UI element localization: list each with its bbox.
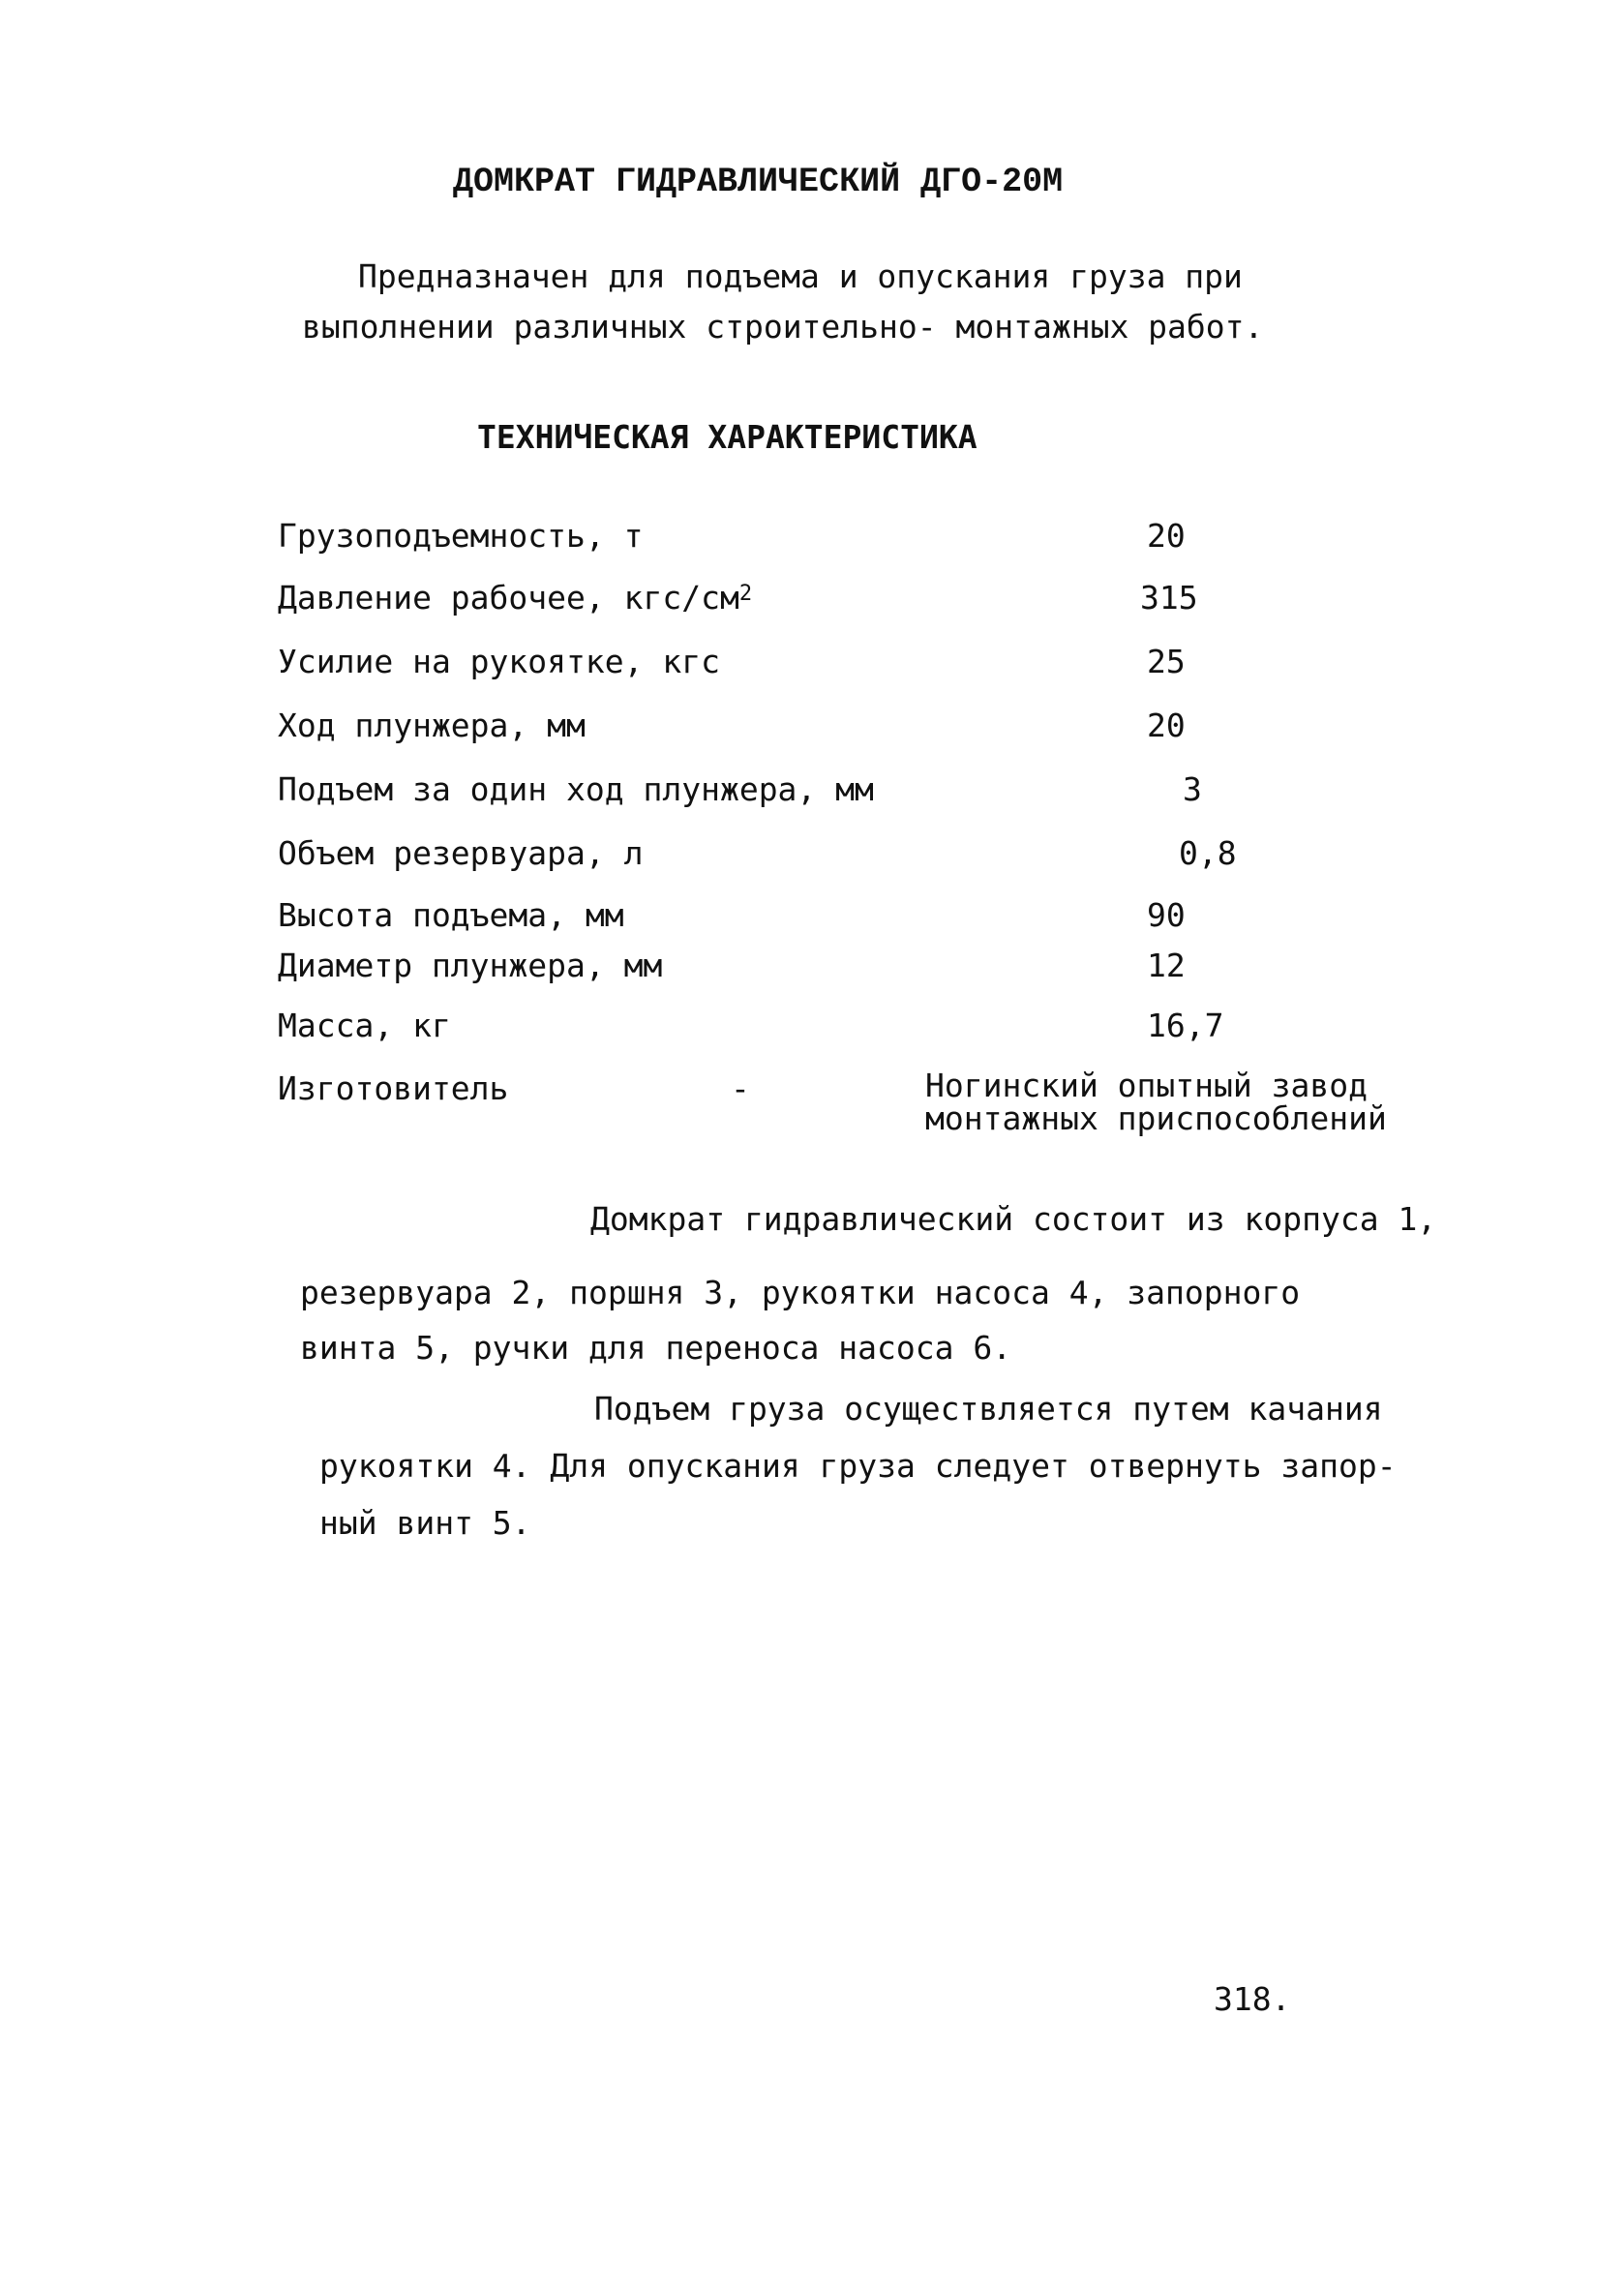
spec-value-handle-force: 25 bbox=[1147, 643, 1186, 680]
spec-label-plunger-diameter: Диаметр плунжера, мм bbox=[278, 947, 663, 984]
manufacturer-value-line-1: Ногинский опытный завод bbox=[925, 1067, 1368, 1104]
intro-line-1: Предназначен для подъема и опускания груза при bbox=[358, 257, 1243, 295]
spec-value-plunger-diameter: 12 bbox=[1147, 947, 1186, 984]
spec-heading: ТЕХНИЧЕСКАЯ ХАРАКТЕРИСТИКА bbox=[477, 418, 977, 456]
description-line-4: Подъем груза осуществляется путем качания bbox=[594, 1390, 1383, 1428]
spec-value-reservoir-volume: 0,8 bbox=[1179, 834, 1237, 872]
spec-label-load-capacity: Грузоподъемность, т bbox=[278, 517, 644, 555]
description-line-2: резервуара 2, поршня 3, рукоятки насоса 4, запорного bbox=[300, 1274, 1301, 1311]
spec-value-mass: 16,7 bbox=[1147, 1007, 1224, 1044]
document-title: ДОМКРАТ ГИДРАВЛИЧЕСКИЙ ДГО-20М bbox=[453, 163, 1064, 201]
manufacturer-label: Изготовитель bbox=[278, 1069, 509, 1107]
page-number: 318. bbox=[1214, 1980, 1291, 2018]
spec-label-handle-force: Усилие на рукоятке, кгс bbox=[278, 643, 720, 680]
spec-value-plunger-stroke: 20 bbox=[1147, 707, 1186, 744]
manufacturer-value-line-2: монтажных приспособлений bbox=[925, 1099, 1387, 1137]
description-line-3: винта 5, ручки для переноса насоса 6. bbox=[300, 1329, 1012, 1367]
spec-label-lift-per-stroke: Подъем за один ход плунжера, мм bbox=[278, 770, 874, 808]
spec-value-working-pressure: 315 bbox=[1140, 579, 1198, 617]
spec-value-lift-per-stroke: 3 bbox=[1183, 770, 1202, 808]
manufacturer-dash: - bbox=[731, 1069, 750, 1107]
spec-label-mass: Масса, кг bbox=[278, 1007, 451, 1044]
spec-label-plunger-stroke: Ход плунжера, мм bbox=[278, 707, 586, 744]
spec-value-load-capacity: 20 bbox=[1147, 517, 1186, 555]
manufacturer-value bbox=[925, 1069, 1387, 1135]
spec-label-working-pressure bbox=[278, 579, 752, 617]
description-line-1: Домкрат гидравлический состоит из корпуса 1, bbox=[590, 1200, 1437, 1238]
spec-label-working-pressure-text: Давление рабочее, кгс/см bbox=[278, 579, 739, 617]
spec-label-reservoir-volume: Объем резервуара, л bbox=[278, 834, 644, 872]
description-line-5: рукоятки 4. Для опускания груза следует отвернуть запор- bbox=[319, 1447, 1397, 1485]
spec-value-lift-height: 90 bbox=[1147, 896, 1186, 934]
spec-label-working-pressure-sup: 2 bbox=[738, 582, 753, 606]
intro-line-2: выполнении различных строительно- монтажных работ. bbox=[302, 308, 1264, 346]
description-line-6: ный винт 5. bbox=[319, 1504, 531, 1542]
spec-label-lift-height: Высота подъема, мм bbox=[278, 896, 624, 934]
